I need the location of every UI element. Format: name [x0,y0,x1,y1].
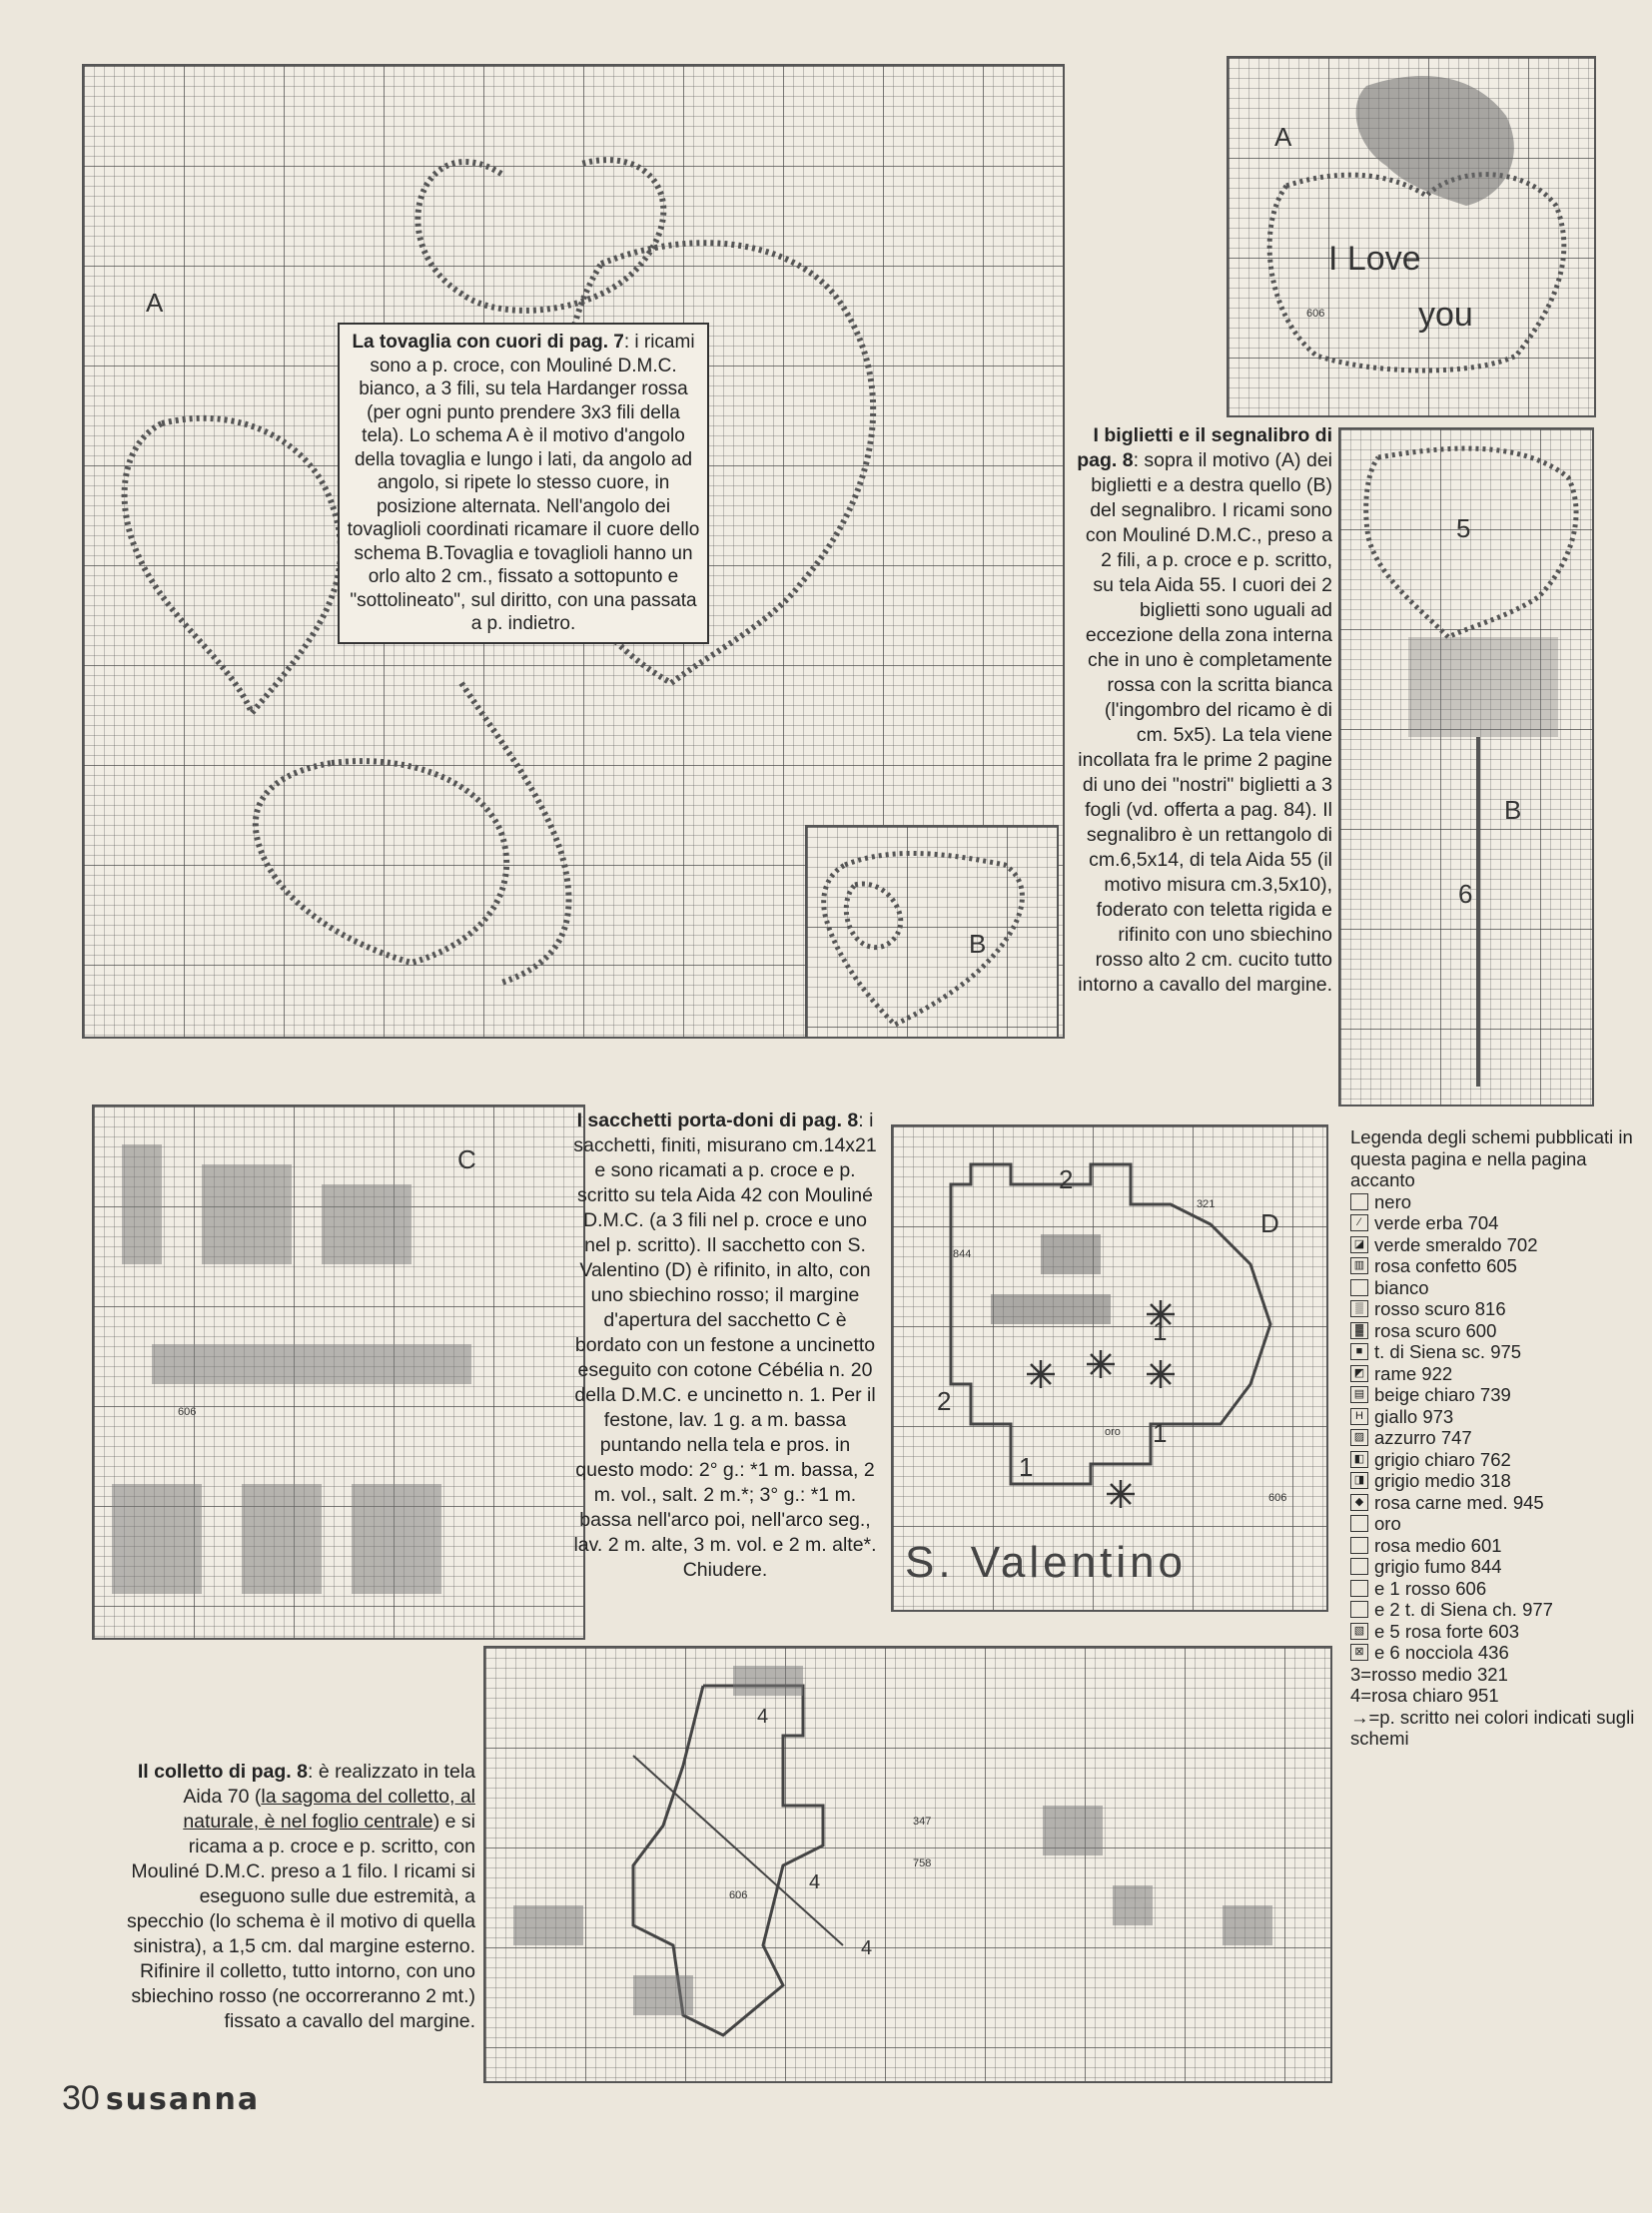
legend-item [1350,1535,1640,1557]
legend-item-label: rosa scuro 600 [1374,1319,1497,1341]
legend-item [1350,1320,1640,1342]
legend-item-label: giallo 973 [1374,1405,1454,1427]
legend-symbol-icon: ⁄ [1350,1214,1368,1231]
legend-symbol-icon [1350,1537,1368,1554]
legend-item [1350,1449,1640,1471]
bag-d-code-844: 844 [953,1248,972,1260]
bag-d-num-1a: 1 [1153,1316,1168,1346]
collar-body-part2: ) e si ricama a p. croce e p. scritto, con Mouliné D.M.C. preso a 1 filo. I ricami si eseguono sulle due estremità, a specchio (lo schema è il motivo di quella sinistra), a 1,5 cm. dal margine esterno. Rifinire il colletto, tutto intorno, con uno sbiechino rosso (ne occorreranno 2 mt.) fissato a cavallo del margine. [126,1811,475,2032]
bag-d-label: D [1260,1208,1279,1238]
bookmark-schema-b-label: B [1504,795,1522,825]
bag-d-num-1c: 1 [1019,1452,1034,1482]
gift-bags-body: : i sacchetti, finiti, misurano cm.14x21 e sono ricamati a p. croce e p. scritto su tela Aida 42 con Mouliné D.M.C. (a 3 fili nel p. croce e uno nel p. scritto). Il sacchetto con S. Valentino (D) è rifinito, in alto, con uno sbiechino rosso; il margine d'apertura del sacchetto C è bordato con un festone a uncinetto eseguito con cotone Cébélia n. 20 della D.M.C. e uncinetto n. 1. Per il festone, lav. 1 g. a m. bassa puntando nella tela e pros. in questo modo: 2° g.: *1 m. bassa, 2 m. vol., salt. 2 m.*; 3° g.: *1 m. bassa nell'arco poi, nell'arco seg., lav. 2 m. alte, 3 m. vol. e 2 m. alte*. Chiudere. [573,1109,877,1581]
bag-d-code-oro: oro [1105,1426,1121,1438]
card-text-you: you [1418,296,1473,334]
collar-num-4b: 4 [809,1871,821,1893]
bag-c-code-606: 606 [178,1406,197,1418]
legend-item [1350,1277,1640,1299]
cards-bookmark-description [1077,423,1332,998]
gift-bags-title: I sacchetti porta-doni di pag. 8 [576,1109,859,1131]
collar-code-758: 758 [913,1857,932,1869]
bag-d-code-606: 606 [1268,1492,1287,1504]
bag-d-code-321: 321 [1197,1198,1216,1210]
legend-item-label: t. di Siena sc. 975 [1374,1341,1522,1362]
legend-item-label: beige chiaro 739 [1374,1384,1511,1405]
legend-item-label: bianco [1374,1276,1429,1298]
cards-bookmark-body: : sopra il motivo (A) dei biglietti e a destra quello (B) del segnalibro. I ricami sono con Mouliné D.M.C., preso a 2 fili, a p. croce e p. scritto, su tela Aida 55. I cuori dei 2 biglietti sono uguali ad eccezione della zona interna che in uno è completamente rossa con la scritta bianca (l'ingombro del ricamo è di cm. 5x5). La tela viene incollata fra le prime 2 pagine di uno dei "nostri" biglietti a 3 fogli (vd. offerta a pag. 84). Il segnalibro è un rettangolo di cm.6,5x14, di tela Aida 55 (il motivo misura cm.3,5x10), foderato con teletta rigida e rifinito con uno sbiechino rosso alto 2 cm. cucito tutto intorno a cavallo del margine. [1078,449,1332,996]
legend-symbol-icon: ◆ [1350,1494,1368,1511]
legend-extra-1: 3=rosso medio 321 [1350,1663,1508,1685]
legend-symbol-icon: ▒ [1350,1300,1368,1317]
legend-item [1350,1384,1640,1406]
cards-bookmark-title: I biglietti e il segnalibro di pag. 8 [1077,424,1332,471]
legend-item [1350,1191,1640,1213]
legend-item-label: rosa medio 601 [1374,1534,1502,1556]
collar-body-underlined: la sagoma del colletto, al naturale, è nel foglio centrale [183,1786,475,1833]
legend-item-label: oro [1374,1513,1401,1534]
legend-symbol-icon [1350,1601,1368,1618]
legend-item-label: grigio fumo 844 [1374,1556,1502,1577]
collar-body-part1: : è realizzato in tela Aida 70 ( [183,1761,475,1808]
schema-b-label: B [969,929,987,959]
collar-description [120,1760,475,2034]
legend-item-label: e 5 rosa forte 603 [1374,1620,1520,1642]
legend-item [1350,1406,1640,1428]
tablecloth-description [338,323,709,644]
gift-bags-description [569,1108,881,1583]
legend-item-label: rosa confetto 605 [1374,1255,1517,1276]
bag-c-label: C [457,1144,476,1174]
legend-item [1350,1341,1640,1363]
legend-item-label: azzurro 747 [1374,1427,1472,1448]
collar-code-347: 347 [913,1816,932,1828]
legend-item [1350,1363,1640,1385]
legend-symbol-icon: ■ [1350,1343,1368,1360]
collar-num-4a: 4 [757,1706,769,1728]
card-text-i-love: I Love [1328,240,1421,278]
card-code-606: 606 [1306,308,1325,320]
legend-symbol-icon: ▓ [1350,1322,1368,1339]
legend-symbol-icon [1350,1515,1368,1532]
legend-symbol-icon: ▨ [1350,1429,1368,1446]
legend-item [1350,1212,1640,1234]
legend-item [1350,1255,1640,1277]
tablecloth-body: : i ricami sono a p. croce, con Mouliné D.M.C. bianco, a 3 fili, su tela Hardanger rossa (per ogni punto prendere 3x3 fili della tela). Lo schema A è il motivo d'angolo della tovaglia e lungo i lati, da angolo ad angolo, si ripete lo stesso cuore, in posizione alternata. Nell'angolo dei tovaglioli coordinati ricamare il cuore dello schema B.Tovaglia e tovaglioli hanno un orlo alto 2 cm., fissato a sottopunto e "sottolineato", sul diritto, con una passata a p. indietro. [347,332,700,634]
legend-symbol-icon: H [1350,1408,1368,1425]
legend-symbol-icon: ◪ [1350,1236,1368,1253]
legend-item-label: verde erba 704 [1374,1212,1499,1233]
legend-symbol-icon [1350,1558,1368,1575]
legend-item-label: grigio chiaro 762 [1374,1448,1511,1470]
bag-d-num-1b: 1 [1153,1418,1168,1448]
legend-item [1350,1642,1640,1664]
legend-title: Legenda degli schemi pubblicati in questa pagina e nella pagina accanto [1350,1126,1633,1190]
legend-item-label: rosa carne med. 945 [1374,1491,1544,1513]
page-number: 30 [62,2079,100,2117]
legend-item [1350,1492,1640,1514]
legend-item-label: e 2 t. di Siena ch. 977 [1374,1599,1553,1620]
card-schema-a-label: A [1274,122,1292,152]
legend-symbol-icon [1350,1580,1368,1597]
legend-item [1350,1470,1640,1492]
legend-item [1350,1298,1640,1320]
legend-item-label: e 1 rosso 606 [1374,1577,1487,1599]
page-footer [62,2079,260,2118]
collar-title: Il colletto di pag. 8 [137,1761,308,1783]
legend-items [1350,1191,1640,1664]
legend-extra-3: →=p. scritto nei colori indicati sugli schemi [1350,1706,1635,1749]
legend-item-label: e 6 nocciola 436 [1374,1642,1509,1663]
bag-d-s-valentino: S. Valentino [905,1538,1188,1587]
legend-item-label: rosso scuro 816 [1374,1298,1506,1319]
legend-symbol-icon: ▤ [1350,1386,1368,1403]
legend-symbol-icon: ◨ [1350,1472,1368,1489]
collar-code-606: 606 [729,1889,748,1901]
legend-extra-2: 4=rosa chiaro 951 [1350,1685,1499,1706]
tablecloth-title: La tovaglia con cuori di pag. 7 [352,332,624,353]
legend-symbol-icon: ⊠ [1350,1644,1368,1661]
legend-item [1350,1578,1640,1600]
schema-a-label: A [146,288,164,318]
legend-item [1350,1599,1640,1621]
legend-item-label: grigio medio 318 [1374,1470,1511,1491]
legend-symbol-icon: ◧ [1350,1451,1368,1468]
legend-item [1350,1621,1640,1643]
legend-item-label: rame 922 [1374,1362,1453,1384]
napkin-heart-drawing [805,825,1059,1039]
legend-item-label: verde smeraldo 702 [1374,1233,1538,1255]
collar-schema-drawing [483,1646,1332,2083]
legend-item-label: nero [1374,1190,1412,1212]
bag-d-num-2a: 2 [1059,1164,1074,1194]
bookmark-num-6: 6 [1458,879,1473,909]
bookmark-num-5: 5 [1456,513,1471,543]
legend-item [1350,1234,1640,1256]
magazine-brand: susanna [105,2082,261,2117]
legend-item [1350,1513,1640,1535]
card-heart-drawing [1227,56,1596,417]
legend-symbol-icon: ▥ [1350,1257,1368,1274]
collar-num-4c: 4 [861,1937,873,1959]
legend-symbol-icon [1350,1279,1368,1296]
bag-c-drawing [92,1105,585,1640]
legend [1350,1126,1640,1750]
legend-item [1350,1556,1640,1578]
legend-symbol-icon: ▧ [1350,1623,1368,1640]
legend-symbol-icon [1350,1193,1368,1210]
bag-d-num-2b: 2 [937,1386,952,1416]
legend-item [1350,1427,1640,1449]
legend-symbol-icon: ◩ [1350,1365,1368,1382]
